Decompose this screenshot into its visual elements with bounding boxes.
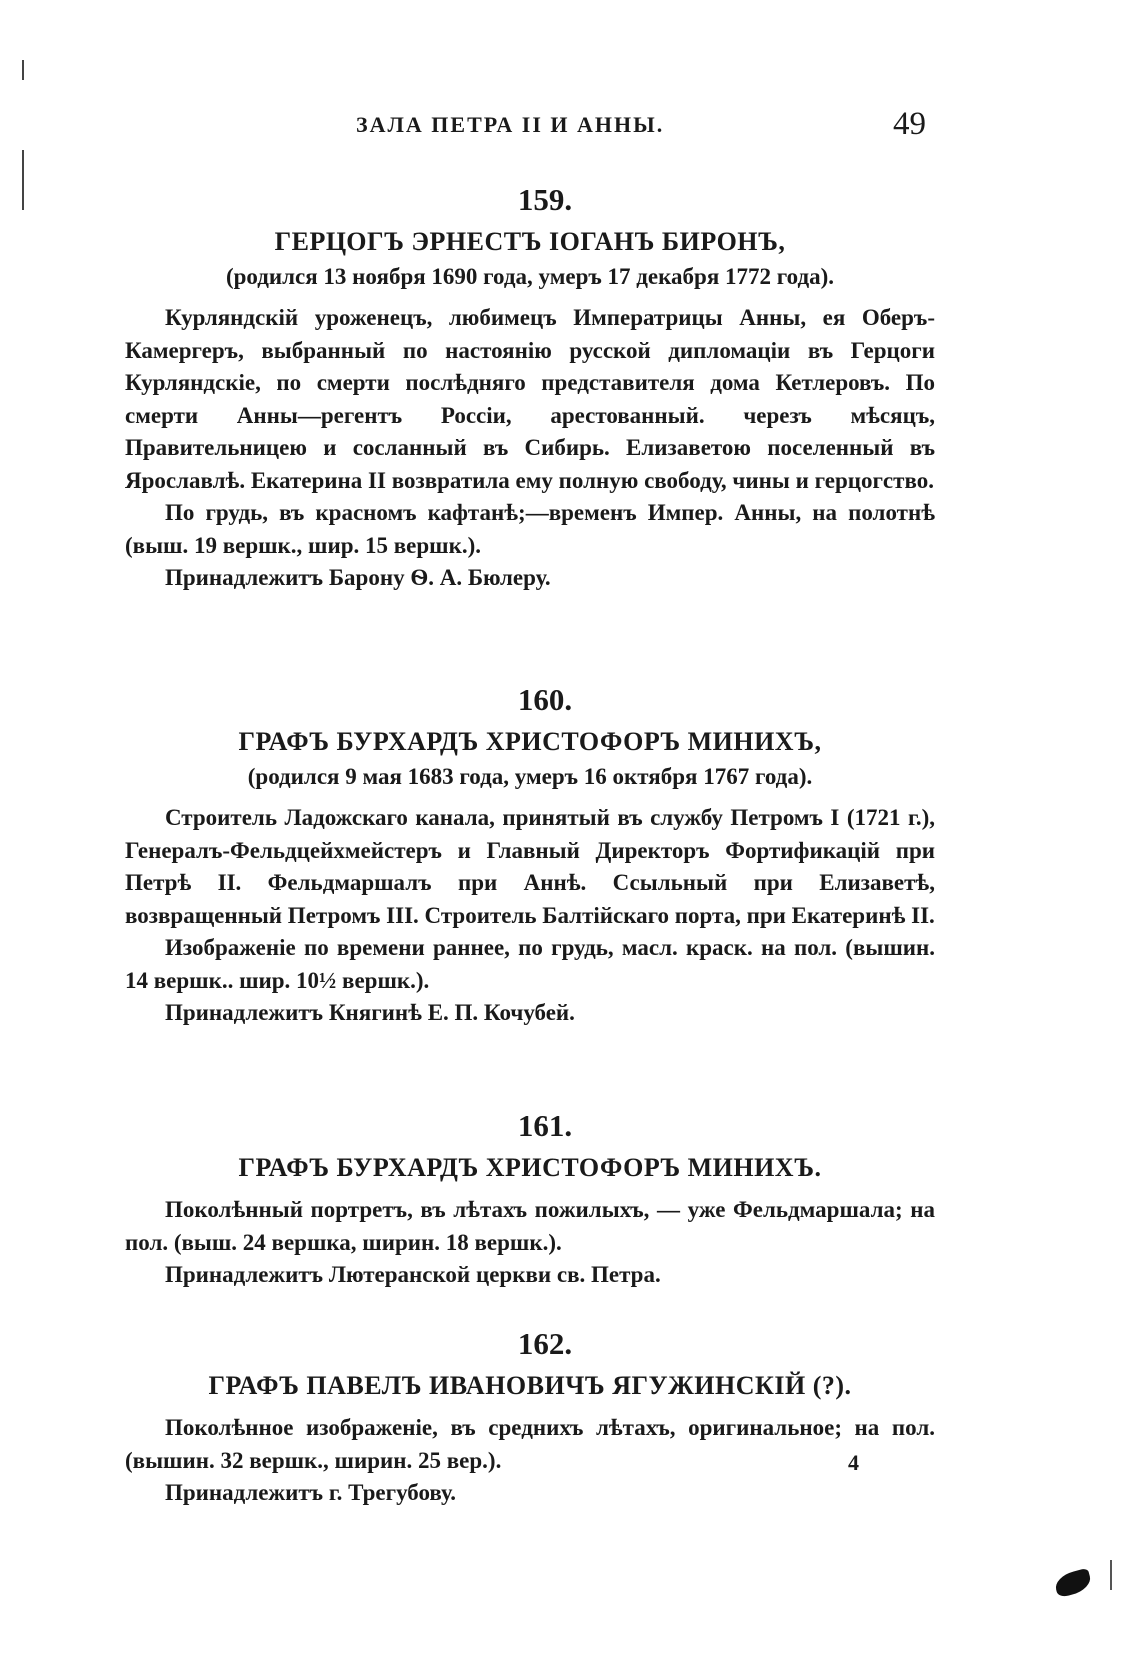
- entry-number: 162.: [517, 1326, 573, 1361]
- entry-name: ГРАФЪ БУРХАРДЪ ХРИСТОФОРЪ МИНИХЪ,: [238, 727, 822, 756]
- entry-number: 161.: [517, 1108, 573, 1143]
- entry-owner: Принадлежитъ г. Трегубову.: [165, 1480, 456, 1505]
- entry-owner: Принадлежитъ Барону Ѳ. А. Бюлеру.: [165, 565, 551, 590]
- entry-portrait-details: Поколѣнное изображеніе, въ среднихъ лѣтахъ, оригинальное; на пол. (вышин. 32 вершк., ширин. 25 вер.).: [125, 1415, 935, 1473]
- entry-name: ГРАФЪ ПАВЕЛЪ ИВАНОВИЧЪ ЯГУЖИНСКІЙ (?).: [208, 1371, 852, 1400]
- scan-edge-mark: [1110, 1560, 1112, 1590]
- signature-mark: 4: [848, 1450, 859, 1475]
- scan-edge-mark: [22, 150, 24, 210]
- entry-owner: Принадлежитъ Лютеранской церкви св. Петра.: [165, 1262, 661, 1287]
- entry-portrait-details: По грудь, въ красномъ кафтанѣ;—временъ Импер. Анны, на полотнѣ (выш. 19 вершк., шир. 15 вершк.).: [125, 500, 935, 558]
- scan-edge-mark: [22, 60, 24, 80]
- entry-portrait-details: Изображеніе по времени раннее, по грудь, масл. краск. на пол. (вышин. 14 вершк.. шир. 10½ вершк.).: [125, 935, 935, 993]
- entry-portrait-details: Поколѣнный портретъ, въ лѣтахъ пожилыхъ, — уже Фельдмаршала; на пол. (выш. 24 вершка, ширин. 18 вершк.).: [125, 1197, 935, 1255]
- entry-name: ГРАФЪ БУРХАРДЪ ХРИСТОФОРЪ МИНИХЪ.: [238, 1153, 822, 1182]
- catalog-entry-160: [125, 682, 935, 1030]
- catalog-entry-159: [125, 182, 935, 595]
- entry-description: Строитель Ладожскаго канала, принятый въ службу Петромъ I (1721 г.), Генералъ-Фельдцейхмейстеръ и Главный Директоръ Фортификацій при Петрѣ II. Фельдмаршалъ при Аннѣ. Ссыльный при Елизаветѣ, возвращенный Петромъ III. Строитель Балтійскаго порта, при Екатеринѣ II.: [125, 805, 935, 928]
- entry-dates: (родился 9 мая 1683 года, умеръ 16 октября 1767 года).: [247, 764, 813, 789]
- ink-blot: [1053, 1568, 1093, 1599]
- catalog-entry-161: [125, 1108, 935, 1292]
- entry-description: Курляндскій уроженецъ, любимецъ Императрицы Анны, ея Оберъ-Камергеръ, выбранный по настоянію русской дипломаціи въ Герцоги Курляндскіе, по смерти послѣдняго представителя дома Кетлеровъ. По смерти Анны—регентъ Россіи, арестованный. черезъ мѣсяцъ, Правительницею и сосланный въ Сибирь. Елизаветою поселенный въ Ярославлѣ. Екатерина II возвратила ему полную свободу, чины и герцогство.: [125, 305, 935, 493]
- entry-number: 159.: [517, 182, 573, 217]
- entry-dates: (родился 13 ноября 1690 года, умеръ 17 декабря 1772 года).: [225, 264, 835, 289]
- entry-owner: Принадлежитъ Княгинѣ Е. П. Кочубей.: [165, 1000, 575, 1025]
- entry-name: ГЕРЦОГЪ ЭРНЕСТЪ ІОГАНЪ БИРОНЪ,: [274, 227, 786, 256]
- catalog-entry-162: [125, 1326, 935, 1510]
- running-title: ЗАЛА ПЕТРА II И АННЫ.: [356, 112, 665, 137]
- entry-number: 160.: [517, 682, 573, 717]
- page-number: 49: [893, 106, 926, 142]
